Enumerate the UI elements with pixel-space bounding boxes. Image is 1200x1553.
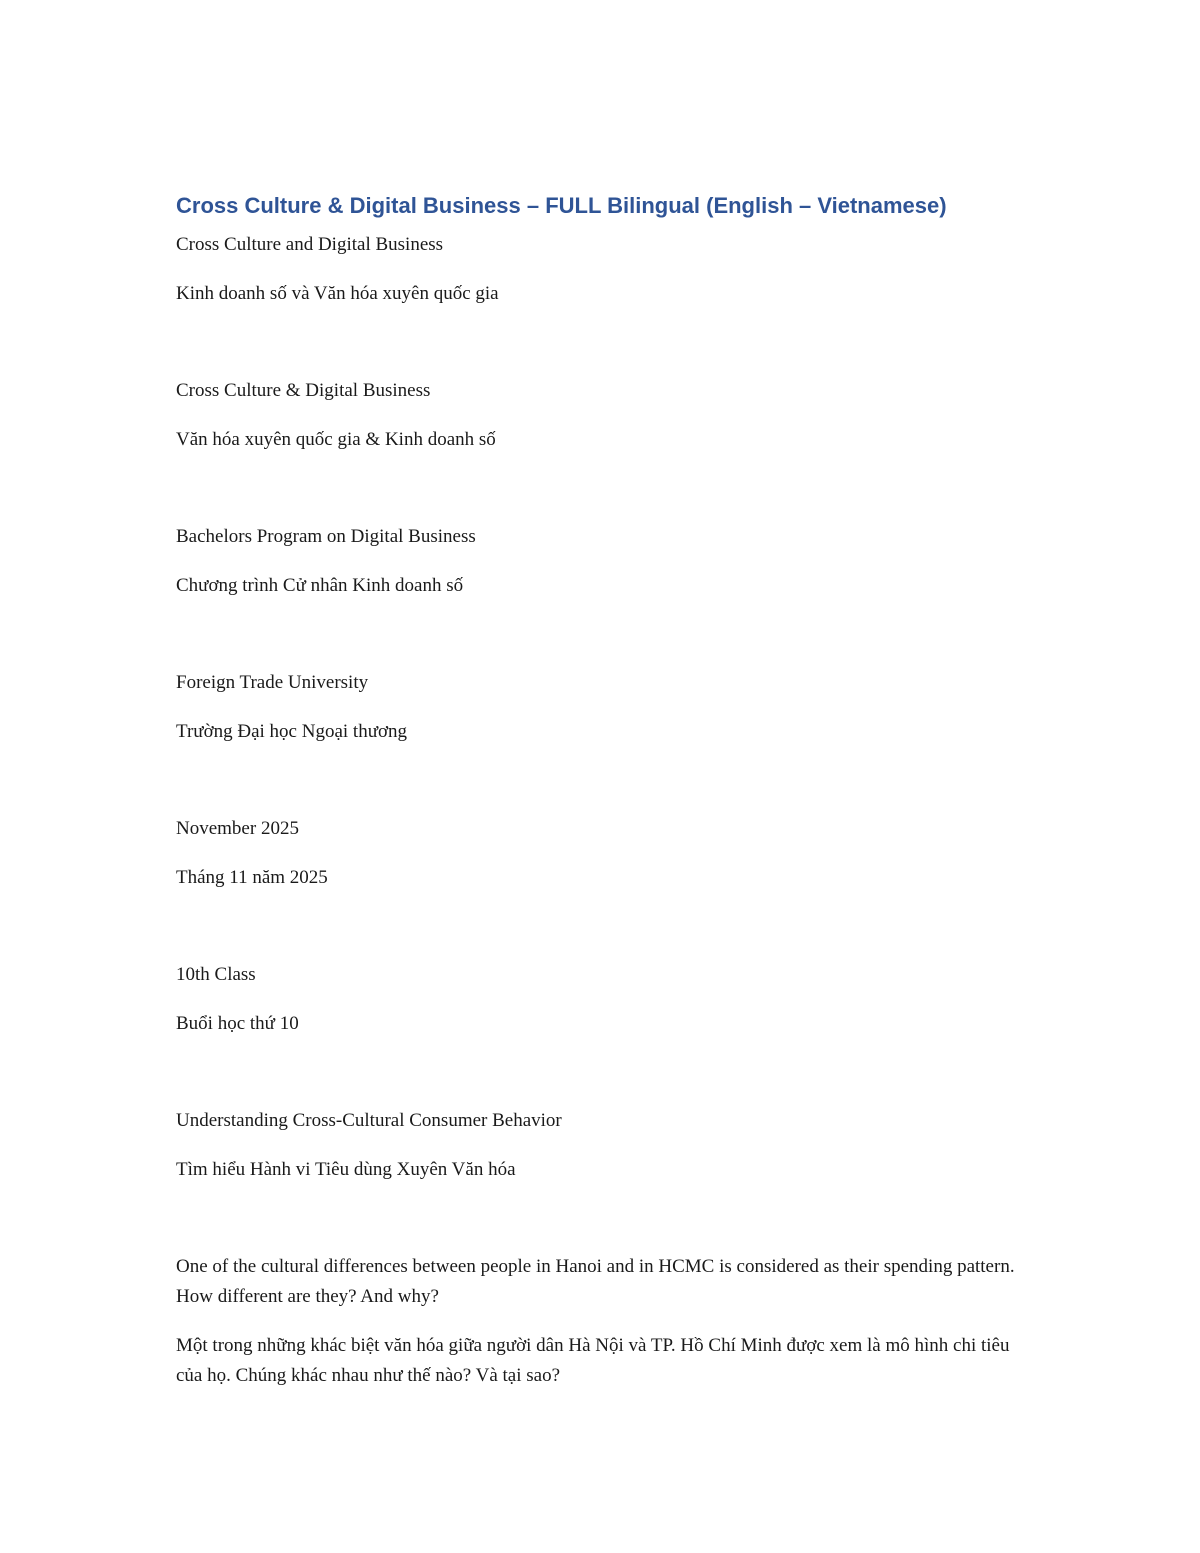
text-vi: Tìm hiểu Hành vi Tiêu dùng Xuyên Văn hóa (176, 1159, 516, 1180)
block-topic (176, 1106, 1026, 1185)
text-vi: Tháng 11 năm 2025 (176, 867, 328, 888)
block-program (176, 522, 1026, 601)
text-en: Cross Culture and Digital Business (176, 234, 444, 255)
block-date (176, 814, 1026, 893)
text-en: Understanding Cross-Cultural Consumer Behavior (176, 1110, 562, 1131)
text-vi: Kinh doanh số và Văn hóa xuyên quốc gia (176, 283, 499, 304)
text-vi: Trường Đại học Ngoại thương (176, 721, 408, 742)
block-course-short-title (176, 376, 1026, 455)
text-en: Foreign Trade University (176, 672, 369, 693)
text-en: Cross Culture & Digital Business (176, 380, 431, 401)
text-en: Bachelors Program on Digital Business (176, 526, 476, 547)
text-vi: Buổi học thứ 10 (176, 1013, 299, 1034)
document-page (176, 190, 1026, 1391)
question-en: One of the cultural differences between people in Hanoi and in HCMC is considered as their spending pattern. How different are they? And why? (176, 1256, 1015, 1307)
block-class-number (176, 960, 1026, 1039)
block-question (176, 1252, 1026, 1391)
question-vi: Một trong những khác biệt văn hóa giữa người dân Hà Nội và TP. Hồ Chí Minh được xem là mô hình chi tiêu của họ. Chúng khác nhau như thế nào? Và tại sao? (176, 1335, 1010, 1386)
block-university (176, 668, 1026, 747)
text-vi: Chương trình Cử nhân Kinh doanh số (176, 575, 464, 596)
text-en: November 2025 (176, 818, 299, 839)
document-title: Cross Culture & Digital Business – FULL Bilingual (English – Vietnamese) (176, 193, 947, 218)
block-course-title (176, 230, 1026, 309)
text-vi: Văn hóa xuyên quốc gia & Kinh doanh số (176, 429, 496, 450)
text-en: 10th Class (176, 964, 256, 985)
